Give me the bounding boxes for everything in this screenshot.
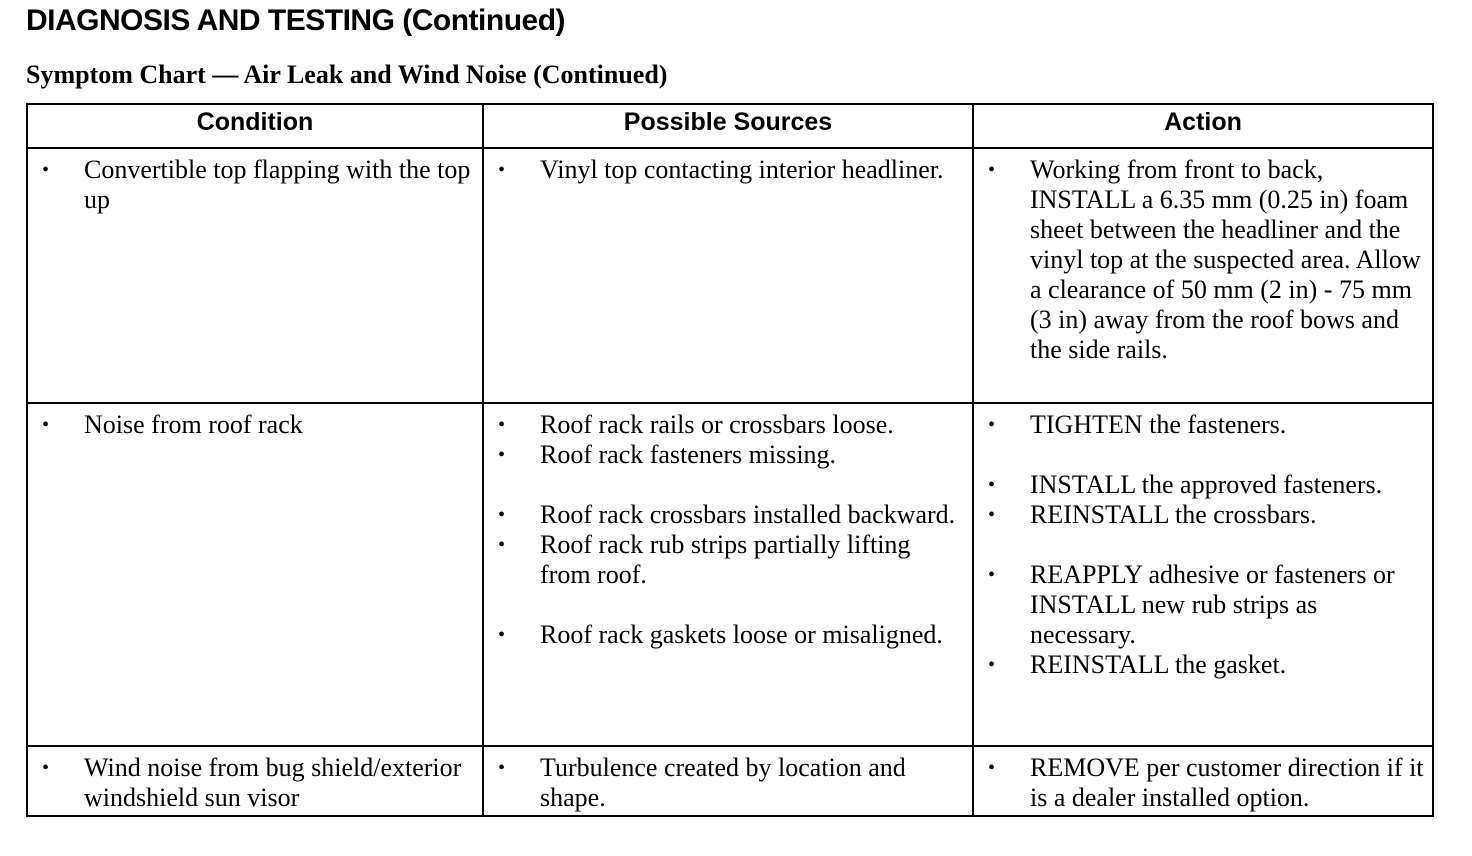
list-item: • Wind noise from bug shield/exterior windshield sun visor [36, 753, 474, 813]
table-header-row [27, 104, 1433, 148]
list-item: • Working from front to back, INSTALL a 6.35 mm (0.25 in) foam sheet between the headliner and the vinyl top at the suspected area. Allow a clearance of 50 mm (2 in) - 75 mm (3 in) away from the roof bows and the side rails. [982, 155, 1424, 365]
table-row [27, 746, 1433, 816]
list-item: • Roof rack rub strips partially lifting from roof. [492, 530, 964, 590]
condition-cell [27, 746, 483, 816]
list-item: • Convertible top flapping with the top up [36, 155, 474, 215]
chart-title: Symptom Chart — Air Leak and Wind Noise (Continued) [26, 60, 668, 89]
list-item: • REMOVE per customer direction if it is a dealer installed option. [982, 753, 1424, 813]
header-possible-sources: Possible Sources [483, 104, 973, 148]
sources-cell [483, 403, 973, 746]
symptom-chart-table [26, 103, 1434, 817]
sources-cell [483, 148, 973, 403]
list-item: • Vinyl top contacting interior headliner. [492, 155, 964, 185]
header-action: Action [973, 104, 1433, 148]
list-item: • Roof rack crossbars installed backward. [492, 500, 964, 530]
action-cell [973, 746, 1433, 816]
table-row [27, 148, 1433, 403]
header-condition: Condition [27, 104, 483, 148]
list-item: • REINSTALL the gasket. [982, 650, 1424, 680]
list-item: • Turbulence created by location and shape. [492, 753, 964, 813]
list-item: • Noise from roof rack [36, 410, 474, 440]
list-item: • Roof rack fasteners missing. [492, 440, 964, 470]
table-row [27, 403, 1433, 746]
list-item: • Roof rack rails or crossbars loose. [492, 410, 964, 440]
list-item: • REAPPLY adhesive or fasteners or INSTALL new rub strips as necessary. [982, 560, 1424, 650]
page-heading: DIAGNOSIS AND TESTING (Continued) [26, 4, 566, 37]
list-item: • REINSTALL the crossbars. [982, 500, 1424, 530]
sources-cell [483, 746, 973, 816]
action-cell [973, 403, 1433, 746]
list-item: • TIGHTEN the fasteners. [982, 410, 1424, 440]
condition-cell [27, 403, 483, 746]
action-cell [973, 148, 1433, 403]
list-item: • Roof rack gaskets loose or misaligned. [492, 620, 964, 650]
list-item: • INSTALL the approved fasteners. [982, 470, 1424, 500]
condition-cell [27, 148, 483, 403]
